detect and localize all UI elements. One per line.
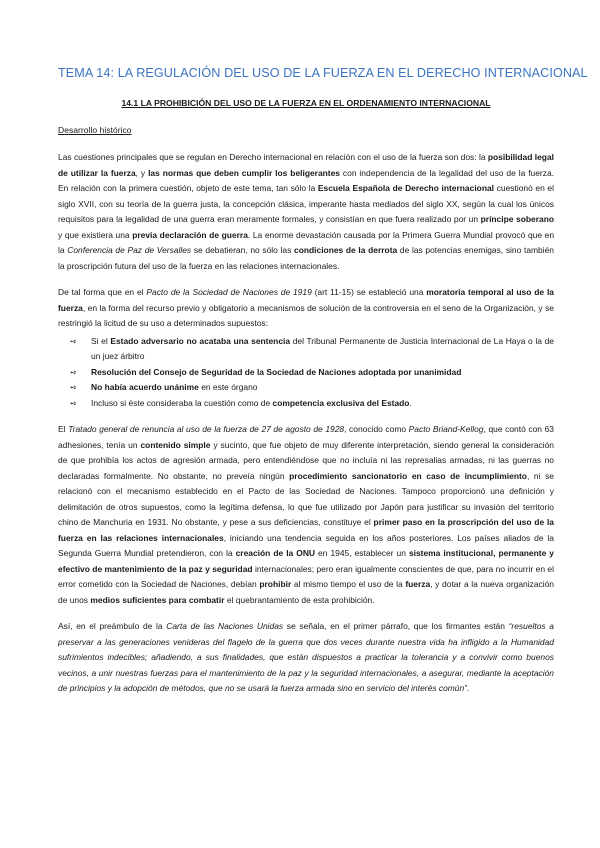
paragraph-4: Así, en el preámbulo de la Carta de las Naciones Unidas se señala, en el primer párrafo, que los firmantes están “resueltos a preservar a las generaciones venideras del flagelo de la guerra que dos veces durante nuestra vida ha infligido a la Humanidad sufrimientos indecibles; añadiendo, a sus finalidades, que están dispuestos a practicar la tolerancia y a convivir como buenos vecinos, a unir nuestras fuerzas para el mantenimiento de la paz y la seguridad internacionales, a asegurar, mediante la aceptación de principios y la adopción de métodos, que no se usará la fuerza armada sino en servicio del interés común”. (58, 621, 555, 693)
paragraph-1: Las cuestiones principales que se regulan en Derecho internacional en relación con el uso de la fuerza son dos: la posibilidad legal de utilizar la fuerza, y las normas que deben cumplir los beligerantes con independencia de la legalidad del uso de la fuerza. En relación con la primera cuestión, objeto de este tema, tan sólo la Escuela Española de Derecho internacional cuestionó en el siglo XVII, con su teoría de la guerra justa, la concepción clásica, imperante hasta mediados del siglo XX, según la cual los únicos requisitos para la legalidad de una guerra eran meramente formales, y consistían en que fuera realizado por un príncipe soberano y que existiera una previa declaración de guerra. La enorme devastación causada por la Primera Guerra Mundial provocó que en la Conferencia de Paz de Versalles se debatieran, no sólo las condiciones de la derrota de las potencias enemigas, sino también la proscripción futura del uso de la fuerza en las relaciones internacionales. (58, 152, 555, 271)
paragraph-3: El Tratado general de renuncia al uso de la fuerza de 27 de agosto de 1928, conocido como Pacto Briand-Kellog, que contó con 63 adhesiones, tenía un contenido simple y sucinto, que fue objeto de muy diferente interpretación, siendo general la consideración de que prohibía los actos de agresión armada, pero entendiéndose que no incluía ni las represalias armadas, ni las guerras no declaradas formalmente. No obstante, no preveía ningún procedimiento sancionatorio en caso de incumplimiento, ni se relacionó con el mecanismo establecido en el Pacto de las Sociedad de Naciones. Tampoco proporcionó una definición y delimitación de otros supuestos, como la legítima defensa, lo que fue utilizado por Japón para justificar su invasión del territorio chino de Manchuria en 1931. No obstante, y pese a sus deficiencias, constituye el primer paso en la proscripción del uso de la fuerza en las relaciones internacionales, iniciando una tendencia seguida en los años posteriores. Los países aliados de la Segunda Guerra Mundial pretendieron, con la creación de la ONU en 1945, establecer un sistema institucional, permanente y efectivo de mantenimiento de la paz y seguridad internacionales; pero eran igualmente conscientes de que, para no incurrir en el error cometido con la Sociedad de Naciones, debían prohibir al mismo tiempo el uso de la fuerza, y dotar a la nueva organización de unos medios suficientes para combatir el quebrantamiento de esta prohibición. (58, 424, 554, 605)
arrow-bullet-icon: ➺ (70, 398, 77, 408)
list-item: ➺ Resolución del Consejo de Seguridad de la Sociedad de Naciones adoptada por unanimidad (86, 365, 554, 381)
list-item: ➺ Incluso si éste consideraba la cuestión como de competencia exclusiva del Estado. (86, 396, 554, 412)
list-item: ➺ Si el Estado adversario no acataba una sentencia del Tribunal Permanente de Justicia Internacional de La Haya o la de un juez árbitro (70, 335, 554, 361)
arrow-bullet-icon: ➺ (70, 336, 77, 346)
arrow-bullet-icon: ➺ (70, 367, 77, 377)
section-heading: 14.1 LA PROHIBICIÓN DEL USO DE LA FUERZA EN EL ORDENAMIENTO INTERNACIONAL (121, 98, 491, 108)
subsection-heading: Desarrollo histórico (58, 125, 132, 135)
conditions-list (58, 334, 554, 412)
document-body (58, 150, 554, 708)
document-title: TEMA 14: LA REGULACIÓN DEL USO DE LA FUERZA EN EL DERECHO INTERNACIONAL (58, 66, 588, 80)
arrow-bullet-icon: ➺ (70, 383, 77, 392)
list-item: ➺ No había acuerdo unánime en este órgano (86, 380, 554, 396)
paragraph-2: De tal forma que en el Pacto de la Sociedad de Naciones de 1919 (art 11-15) se estableció una moratoria temporal al uso de la fuerza, en la forma del recurso previo y obligatorio a mecanismos de solución de la controversia en el seno de la Organización, y se restringió la licitud de su uso a determinados supuestos: (58, 287, 554, 328)
charter-quote: “resueltos a preservar a las generaciones venideras del flagelo de la guerra que dos veces durante nuestra vida ha infligido a la Humanidad sufrimientos indecibles; añadiendo, a sus finalidades, que están dispuestos a practicar la tolerancia y a convivir como buenos vecinos, a unir nuestras fuerzas para el mantenimiento de la paz y la seguridad internacionales, a asegurar, mediante la aceptación de principios y la adopción de métodos, que no se usará la fuerza armada sino en servicio del interés común” (58, 621, 555, 693)
